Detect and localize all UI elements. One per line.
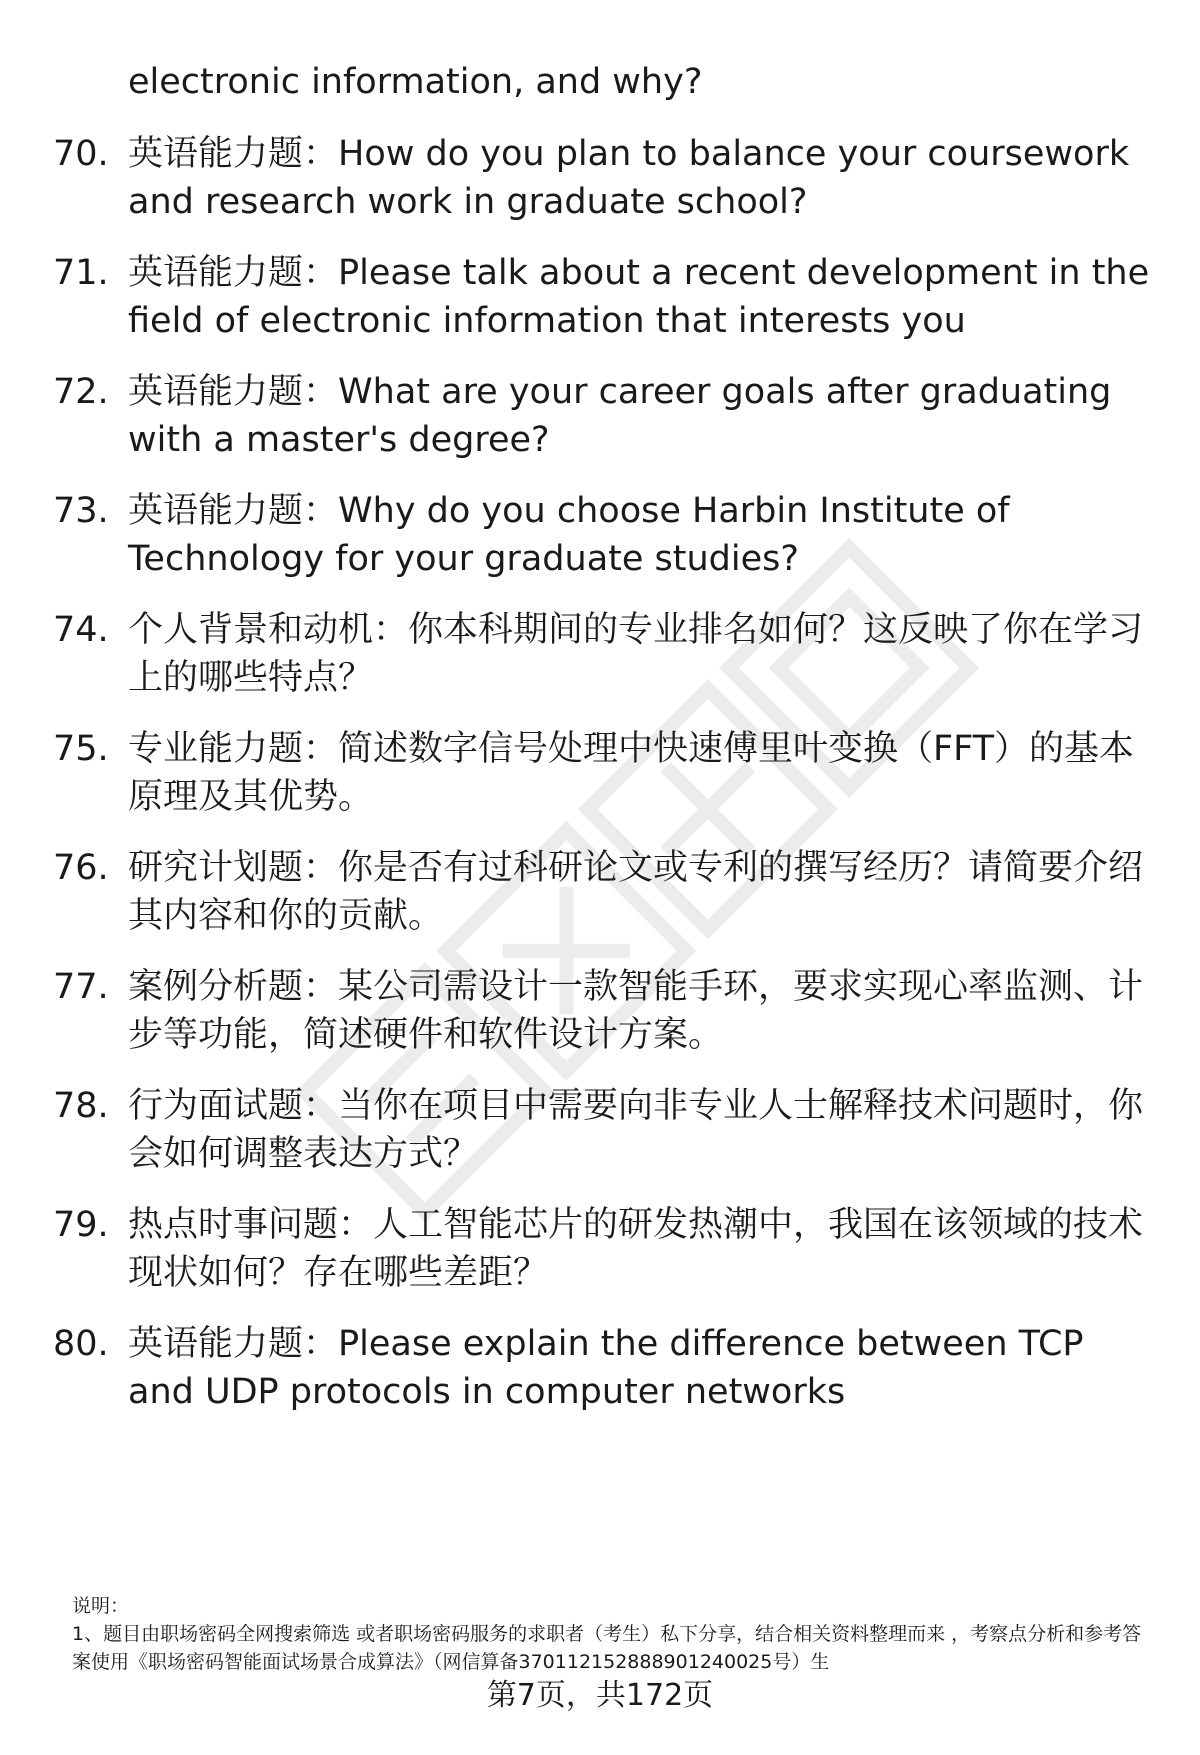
question-number: 79. <box>53 1205 109 1245</box>
category-separator: ： <box>303 1324 339 1364</box>
question-category: 行为面试题 <box>128 1086 304 1126</box>
question-body <box>128 963 1158 1059</box>
question-number: 72. <box>53 372 109 412</box>
question-body <box>128 1320 1158 1416</box>
category-separator: ： <box>303 729 339 769</box>
question-text: 简述数字信号处理中快速傅里叶变换（FFT）的基本原理及其优势。 <box>128 729 1135 817</box>
question-text: What are your career goals after graduating with a master's degree? <box>128 372 1112 460</box>
question-number: 70. <box>53 134 109 174</box>
question-category: 研究计划题 <box>128 848 304 888</box>
question-text: Why do you choose Harbin Institute of Technology for your graduate studies? <box>128 491 1010 579</box>
question-category: 专业能力题 <box>128 729 304 769</box>
question-category: 英语能力题 <box>128 491 304 531</box>
question-number: 76. <box>53 848 109 888</box>
question-text: 某公司需设计一款智能手环，要求实现心率监测、计步等功能，简述硬件和软件设计方案。 <box>128 967 1144 1055</box>
question-number: 71. <box>53 253 109 293</box>
question-category: 案例分析题 <box>128 967 304 1007</box>
question-text: 当你在项目中需要向非专业人士解释技术问题时，你会如何调整表达方式？ <box>128 1086 1144 1174</box>
question-number: 75. <box>53 729 109 769</box>
question-body <box>128 1082 1158 1178</box>
question-body <box>128 1201 1158 1297</box>
category-separator: ： <box>303 1086 339 1126</box>
category-separator: ： <box>303 253 339 293</box>
question-text: How do you plan to balance your coursework and research work in graduate school? <box>128 134 1130 222</box>
question-number: 80. <box>53 1324 109 1364</box>
question-category: 英语能力题 <box>128 1324 304 1364</box>
question-text: Please talk about a recent development in the field of electronic information that interests you <box>128 253 1150 341</box>
question-text: 人工智能芯片的研发热潮中，我国在该领域的技术现状如何？存在哪些差距？ <box>128 1205 1144 1293</box>
question-text: 你本科期间的专业排名如何？这反映了你在学习上的哪些特点？ <box>128 610 1144 698</box>
note-body: 1、题目由职场密码全网搜索筛选 或者职场密码服务的求职者（考生）私下分享，结合相关资料整理而来 ，考察点分析和参考答案使用《职场密码智能面试场景合成算法》（网信算备370112152888901240025号）生 <box>72 1623 1142 1673</box>
question-category: 英语能力题 <box>128 372 304 412</box>
question-number: 74. <box>53 610 109 650</box>
question-number: 78. <box>53 1086 109 1126</box>
category-separator: ： <box>373 610 409 650</box>
question-body <box>128 844 1158 940</box>
category-separator: ： <box>338 1205 374 1245</box>
category-separator: ： <box>303 134 339 174</box>
page-number: 第7页，共172页 <box>486 1678 714 1713</box>
question-number: 77. <box>53 967 109 1007</box>
continued-question-text: electronic information, and why? <box>128 62 703 102</box>
question-body <box>128 725 1158 821</box>
category-separator: ： <box>303 372 339 412</box>
question-number: 73. <box>53 491 109 531</box>
question-category: 英语能力题 <box>128 253 304 293</box>
question-body <box>128 368 1158 464</box>
category-separator: ： <box>303 848 339 888</box>
question-text: 你是否有过科研论文或专利的撰写经历？请简要介绍其内容和你的贡献。 <box>128 848 1144 936</box>
question-category: 热点时事问题 <box>128 1205 339 1245</box>
category-separator: ： <box>303 967 339 1007</box>
question-text: Please explain the difference between TCP and UDP protocols in computer networks <box>128 1324 1084 1412</box>
explanation-note <box>72 1592 1152 1676</box>
question-category: 英语能力题 <box>128 134 304 174</box>
question-body <box>128 487 1158 583</box>
question-body <box>128 606 1158 702</box>
question-body <box>128 130 1158 226</box>
question-category: 个人背景和动机 <box>128 610 374 650</box>
question-body <box>128 249 1158 345</box>
category-separator: ： <box>303 491 339 531</box>
note-title: 说明： <box>72 1595 130 1617</box>
